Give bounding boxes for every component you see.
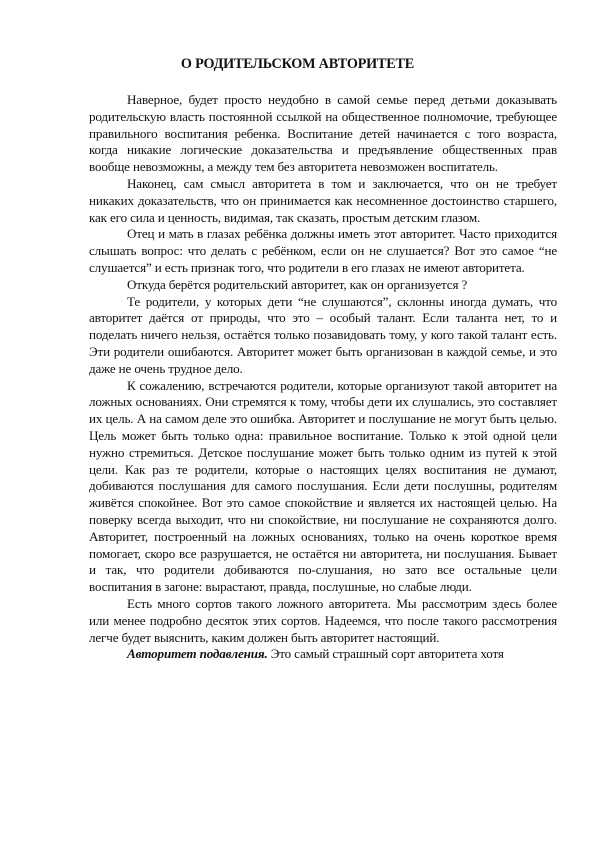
section-text: Это самый страшный сорт авторитета хотя (267, 646, 504, 662)
paragraph-7: Есть много сортов такого ложного авторитета. Мы рассмотрим здесь более или менее подробно десяток этих сортов. Надеемся, что после такого рассмотрения легче будет выяснить, каким должен быть авторитет настоящий. (89, 595, 557, 645)
paragraph-2: Наконец, сам смысл авторитета в том и заключается, что он не требует никаких доказательств, что он принимается как несомненное достоинство старшего, как его сила и ценность, видимая, так сказать, простым детским глазом. (89, 175, 557, 225)
page-title: О РОДИТЕЛЬСКОМ АВТОРИТЕТЕ (180, 56, 415, 72)
paragraph-5: Те родители, у которых дети “не слушаются”, склонны иногда думать, что авторитет даётся от природы, что это – особый талант. Если таланта нет, то и поделать ничего нельзя, остаётся только позавидовать тому, у кого такой талант есть. Эти родители ошибаются. Авторитет может быть организован в каждой семье, и это даже не очень трудное дело. (89, 293, 557, 376)
paragraph-3: Отец и мать в глазах ребёнка должны иметь этот авторитет. Часто приходится слышать вопрос: что делать с ребёнком, если он не слушается? Вот это самое “не слушается” и есть признак того, что родители в его глазах не имеют авторитета. (89, 226, 557, 275)
section-term: Авторитет подавления. (127, 646, 268, 662)
paragraph-1: Наверное, будет просто неудобно в самой семье перед детьми доказывать родительскую власть постоянной ссылкой на общественное полномочие, требующее правильного воспитания ребенка. Воспитание детей начинается с того возраста, когда никакие логические доказательства и предъявление общественных прав вообще невозможны, а между тем без авторитета невозможен воспитатель. (89, 92, 557, 175)
paragraph-8 (89, 646, 557, 663)
body-text (89, 92, 557, 663)
paragraph-4: Откуда берётся родительский авторитет, как он организуется ? (127, 276, 468, 292)
paragraph-6: К сожалению, встречаются родители, которые организуют такой авторитет на ложных основаниях. Они стремятся к тому, чтобы дети их слушались, это составляет их цель. А на самом деле это ошибка. Авторитет и послушание не могут быть целью. Цель может быть только одна: правильное воспитание. Только к этой одной цели нужно стремиться. Детское послушание может быть только одним из путей к этой цели. Как раз те родители, которые о настоящих целях воспитания не думают, добиваются послушания для самого послушания. Если дети послушны, родителям живётся спокойнее. Вот это самое спокойствие и является их настоящей целью. На поверку всегда выходит, что ни спокойствие, ни послушание не сохраняются долго. Авторитет, построенный на ложных основаниях, только на очень короткое время помогает, скоро все разрушается, не остаётся ни авторитета, ни послушания. Бывает и так, что родители добиваются по-слушания, но зато все остальные цели воспитания в загоне: вырастают, правда, послушные, но слабые люди. (89, 377, 557, 595)
